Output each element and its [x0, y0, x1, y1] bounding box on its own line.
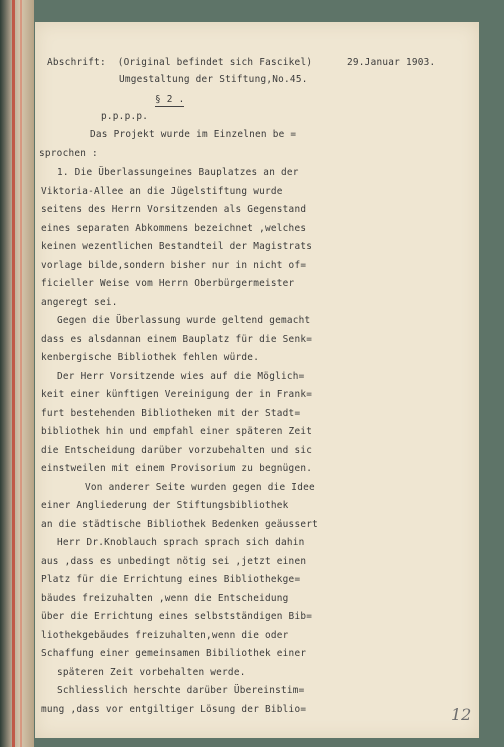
text-line: aus ,dass es unbedingt nötig sei ,jetzt einen	[41, 556, 307, 567]
text-line: ficieller Weise vom Herrn Oberbürgermeister	[41, 278, 295, 289]
text-line: einer Angliederung der Stiftungsbibliothek	[41, 500, 289, 511]
text-line: seitens des Herrn Vorsitzenden als Gegenstand	[41, 204, 307, 215]
text-line: einstweilen mit einem Provisorium zu begnügen.	[41, 463, 313, 474]
document-page	[35, 22, 479, 738]
header-date: 29.Januar 1903.	[347, 57, 436, 68]
text-line: angeregt sei.	[41, 297, 118, 308]
text-line: an die städtische Bibliothek Bedenken geäussert	[41, 519, 319, 530]
text-line: dass es alsdannan einem Bauplatz für die Senk=	[41, 334, 313, 345]
text-line: liothekgebäudes freizuhalten,wenn die oder	[41, 630, 289, 641]
text-line: Der Herr Vorsitzende wies auf die Möglich=	[57, 371, 305, 382]
binding-stripe	[12, 0, 15, 747]
text-line: eines separaten Abkommens bezeichnet ,welches	[41, 223, 307, 234]
folio-number: 12	[451, 705, 472, 724]
text-line: späteren Zeit vorbehalten werde.	[57, 667, 246, 678]
text-line: über die Errichtung eines selbstständigen Bib=	[41, 611, 313, 622]
section-number: § 2 .	[155, 94, 185, 105]
text-line: furt bestehenden Bibliotheken mit der Stadt=	[41, 408, 301, 419]
text-line: die Entscheidung darüber vorzubehalten und sic	[41, 445, 313, 456]
text-line: vorlage bilde,sondern bisher nur in nicht of=	[41, 260, 307, 271]
text-line: sprochen :	[39, 148, 98, 159]
text-line: bibliothek hin und empfahl einer späteren Zeit	[41, 426, 313, 437]
header-left: Abschrift: (Original befindet sich Fascikel)	[47, 57, 313, 68]
text-line: Platz für die Errichtung eines Bibliothekge=	[41, 574, 301, 585]
text-line: 1. Die Überlassungeines Bauplatzes an der	[57, 167, 299, 178]
text-line: bäudes freizuhalten ,wenn die Entscheidung	[41, 593, 289, 604]
binding-edge	[0, 0, 34, 747]
text-line: kenbergische Bibliothek fehlen würde.	[41, 352, 260, 363]
binding-stripe-secondary	[20, 0, 22, 747]
text-line: Schaffung einer gemeinsamen Bibiliothek einer	[41, 648, 307, 659]
text-line: Schliesslich herschte darüber Übereinstim=	[57, 685, 305, 696]
text-line: mung ,dass vor entgiltiger Lösung der Biblio=	[41, 704, 307, 715]
section-heading	[155, 94, 184, 106]
text-line: p.p.p.p.	[101, 111, 149, 122]
text-line: Herr Dr.Knoblauch sprach sprach sich dahin	[57, 537, 305, 548]
text-line: keinen wezentlichen Bestandteil der Magistrats	[41, 241, 313, 252]
text-line: Von anderer Seite wurden gegen die Idee	[85, 482, 315, 493]
text-line: Das Projekt wurde im Einzelnen be =	[90, 129, 297, 140]
text-line: Viktoria-Allee an die Jügelstiftung wurde	[41, 186, 283, 197]
text-line: keit einer künftigen Vereinigung der in Frank=	[41, 389, 313, 400]
text-line: Gegen die Überlassung wurde geltend gemacht	[57, 315, 311, 326]
subject-line: Umgestaltung der Stiftung,No.45.	[119, 74, 308, 85]
